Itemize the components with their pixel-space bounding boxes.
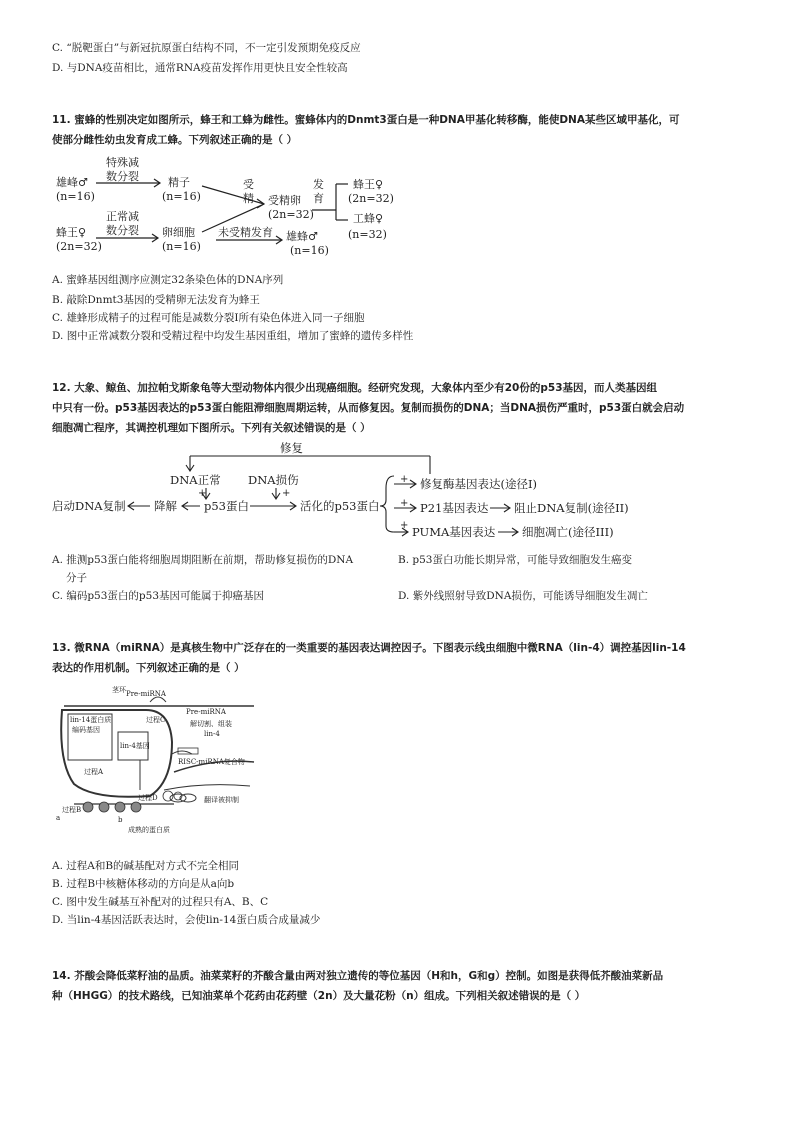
q12-stem-line2: 中只有一份。p53基因表达的p53蛋白能阻滞细胞周期运转，从而修复因。复制而损伤的DNA；当DNA损伤严重时，p53蛋白就会启动 [52,402,685,414]
q13-stem-line1: 13. 微RNA（miRNA）是真核生物中广泛存在的一类重要的基因表达调控因子。下图表示线虫细胞中微RNA（lin-4）调控基因lin-14 [52,642,686,654]
line-sperm-fert [202,186,264,204]
q13-option-d: D. 当lin-4基因活跃表达时，会使lin-14蛋白质合成量减少 [52,914,321,926]
q12-option-c: C. 编码p53蛋白的p53基因可能属于抑癌基因 [52,590,264,602]
ribosome-2 [99,802,109,812]
mature-protein-label: 成熟的蛋白质 [128,826,170,834]
q12-option-d: D. 紫外线照射导致DNA损伤，可能诱导细胞发生凋亡 [398,590,648,602]
plus-path2: + [400,498,409,509]
q11-stem-line2: 使部分雌性幼虫发育成工蜂。下列叙述正确的是（ ） [52,134,298,146]
male-n: (n=16) [56,190,95,203]
degrade-label: 降解 [154,499,177,513]
q12-option-b: B. p53蛋白功能长期异常，可能导致细胞发生癌变 [398,554,632,566]
block-label: 阻止DNA复制(途径II) [514,501,629,515]
bee-sex-diagram [50,152,410,262]
b-label: b [118,816,123,824]
zygote-label: 受精卵 [268,194,301,207]
q13-stem [52,638,752,678]
dna-normal-label: DNA正常 [170,473,221,487]
q11-option-c: C. 雄蜂形成精子的过程可能是减数分裂I所有染色体进入同一子细胞 [52,312,365,324]
normal-meiosis-1: 正常减 [106,210,139,223]
dev-2: 育 [313,192,324,205]
q12-stem [52,378,752,438]
p53-label: p53蛋白 [204,499,249,513]
lin4-label: lin-4 [204,730,220,738]
q11-stem [52,110,752,150]
plus-path1: + [400,474,409,485]
q12-stem-line1: 12. 大象、鲸鱼、加拉帕戈斯象龟等大型动物体内很少出现癌细胞。经研究发现，大象体内至少有20份的p53基因，而人类基因组 [52,382,657,394]
q14-stem [52,966,752,1006]
egg-label: 卵细胞 [162,226,195,239]
fert-2: 精 [243,192,254,205]
risc-label: RISC-miRNA复合物 [178,758,245,766]
worker-label: 工蜂♀ [353,212,384,225]
q14-stem-line1: 14. 芥酸会降低菜籽油的品质。油菜菜籽的芥酸含量由两对独立遗传的等位基因（H和h，G和g）控制。如图是获得低芥酸油菜新品 [52,970,664,982]
queen-label: 蜂王♀ [56,226,87,239]
sperm-n: (n=16) [162,190,201,203]
ribosome-4 [131,802,141,812]
q14-stem-line2: 种（HHGG）的技术路线，已知油菜单个花药由花药壁（2n）及大量花粉（n）组成。下列相关叙述错误的是（ ） [52,990,586,1002]
male-out-label: 雄蜂♂ [286,230,318,243]
q11-option-d: D. 图中正常减数分裂和受精过程中均发生基因重组，增加了蜜蜂的遗传多样性 [52,330,414,342]
egg-n: (n=16) [162,240,201,253]
q12-stem-line3: 细胞凋亡程序，其调控机理如下图所示。下列有关叙述错误的是（ ） [52,422,371,434]
mirna-diagram [54,682,274,847]
ribosome-1 [83,802,93,812]
dev-1: 发 [313,178,324,191]
ribosome-3 [115,802,125,812]
lin14-gene-label-1: lin-14蛋白质 [70,716,112,724]
lin14-gene-label-2: 编码基因 [72,726,100,734]
worker-n: (n=32) [348,228,387,241]
unwind-label: 解切割、组装 [190,720,232,728]
puma-label: PUMA基因表达 [412,525,496,539]
q13-option-c: C. 图中发生碱基互补配对的过程只有A、B、C [52,896,269,908]
male-label: 雄峰♂ [56,176,88,189]
special-meiosis-2: 数分裂 [106,170,139,183]
normal-meiosis-2: 数分裂 [106,224,139,237]
bracket-paths [380,476,394,532]
zygote-n: (2n=32) [268,208,314,221]
repair-label: 修复 [280,441,303,455]
q12-option-a: A. 推测p53蛋白能将细胞周期阻断在前期，帮助修复损伤的DNA [52,554,354,566]
fert-1: 受 [243,178,254,191]
process-b-label: 过程B [62,806,82,814]
q13-option-a: A. 过程A和B的碱基配对方式不完全相同 [52,860,240,872]
plus-path3: + [400,520,409,531]
process-d-label: 过程D [138,794,158,802]
male-out-n: (n=16) [290,244,329,257]
plus-normal: + [198,488,207,499]
unfert-label: 未受精发育 [218,226,273,239]
apoptosis-label: 细胞凋亡(途径III) [522,525,614,539]
sperm-label: 精子 [168,176,190,189]
q11-option-b: B. 敲除Dnmt3基因的受精卵无法发育为蜂王 [52,294,260,306]
q13-stem-line2: 表达的作用机制。下列叙述正确的是（ ） [52,662,245,674]
process-a-label: 过程A [84,768,104,776]
path1-label: 修复酶基因表达(途径I) [420,477,538,491]
q13-option-b: B. 过程B中核糖体移动的方向是从a向b [52,878,235,890]
q11-stem-line1: 11. 蜜蜂的性别决定如图所示，蜂王和工蜂为雌性。蜜蜂体内的Dnmt3蛋白是一种DNA甲基化转移酶，能使DNA某些区域甲基化，可 [52,114,680,126]
special-meiosis-1: 特殊减 [106,156,139,169]
p53-diagram [50,440,700,540]
q12-option-a-cont: 分子 [66,572,87,584]
queen-out-label: 蜂王♀ [353,178,384,191]
queen-n: (2n=32) [56,240,102,253]
translation-inhibited-label: 翻译被抑制 [204,796,239,804]
option-d-prev: D. 与DNA疫苗相比，通常RNA疫苗发挥作用更快且安全性较高 [52,62,348,74]
process-c-label: 过程C [146,716,166,724]
q11-option-a: A. 蜜蜂基因组测序应测定32条染色体的DNA序列 [52,274,284,286]
start-dna-label: 启动DNA复制 [52,499,126,513]
option-c-prev: C. “脱靶蛋白”与新冠抗原蛋白结构不同，不一定引发预期免疫反应 [52,42,361,54]
dna-damage-label: DNA损伤 [248,473,299,487]
loop-label: 茎环 [112,686,126,694]
activated-p53-label: 活化的p53蛋白 [300,499,380,513]
lin4-gene-label: lin-4基因 [120,742,150,750]
pre-mirna-top-label: Pre-miRNA [126,690,166,698]
queen-out-n: (2n=32) [348,192,394,205]
p21-label: P21基因表达 [420,501,489,515]
plus-damage: + [282,488,291,499]
pre-mirna-label: Pre-miRNA [186,708,226,716]
a-label: a [56,814,61,822]
